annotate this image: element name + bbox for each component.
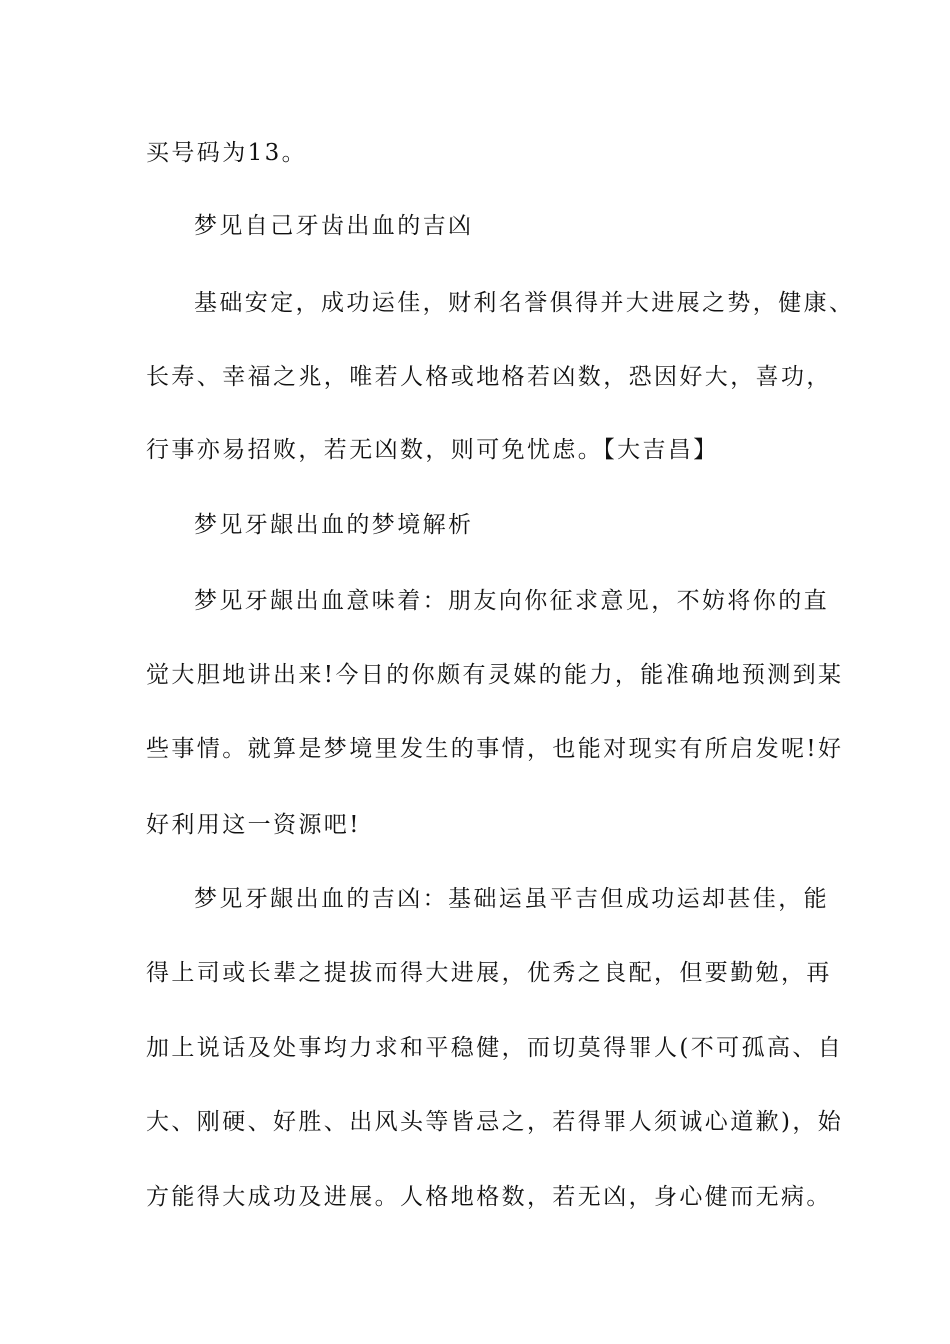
body-text-line: 得上司或长辈之提拔而得大进展，优秀之良配，但要勤勉，再 (146, 960, 832, 986)
body-text-line: 基础安定，成功运佳，财利名誉俱得并大进展之势，健康、 (194, 290, 855, 316)
body-text-line: 些事情。就算是梦境里发生的事情，也能对现实有所启发呢!好 (146, 736, 844, 762)
body-text-line: 长寿、幸福之兆，唯若人格或地格若凶数，恐因好大，喜功， (146, 364, 832, 390)
body-text-line: 好利用这一资源吧! (146, 812, 361, 838)
body-text-line: 买号码为13。 (146, 140, 308, 166)
body-text-line: 梦见牙龈出血意味着：朋友向你征求意见，不妨将你的直 (194, 588, 829, 614)
body-text-line: 行事亦易招败，若无凶数，则可免忧虑。【大吉昌】 (146, 437, 719, 463)
body-text-line: 加上说话及处事均力求和平稳健，而切莫得罪人(不可孤高、自 (146, 1035, 844, 1061)
section-heading: 梦见牙龈出血的梦境解析 (194, 512, 474, 538)
body-text-line: 方能得大成功及进展。人格地格数，若无凶，身心健而无病。 (146, 1184, 832, 1210)
section-heading: 梦见自己牙齿出血的吉凶 (194, 213, 474, 239)
body-text-line: 梦见牙龈出血的吉凶：基础运虽平吉但成功运却甚佳，能 (194, 886, 829, 912)
body-text-line: 大、刚硬、好胜、出风头等皆忌之，若得罪人须诚心道歉)，始 (146, 1109, 844, 1135)
body-text-line: 觉大胆地讲出来!今日的你颇有灵媒的能力，能准确地预测到某 (146, 662, 844, 688)
